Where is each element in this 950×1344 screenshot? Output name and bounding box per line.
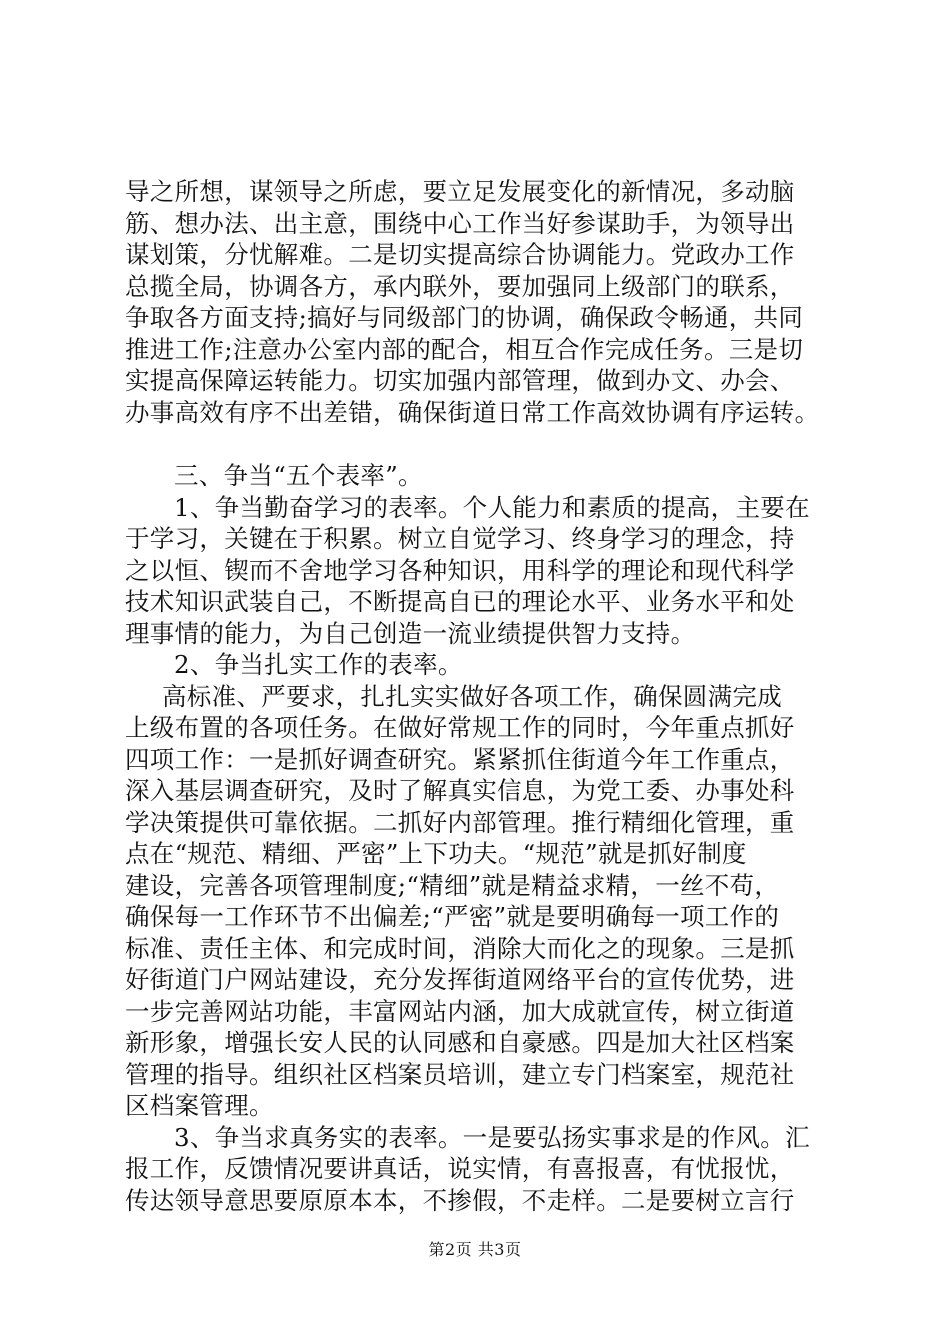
- paragraph-line: 于学习，关键在于积累。树立自觉学习、终身学习的理念，持: [125, 524, 795, 553]
- paragraph-line: 四项工作：一是抓好调查研究。紧紧抓住街道今年工作重点，: [125, 744, 795, 774]
- paragraph-line: 学决策提供可靠依据。二抓好内部管理。推行精细化管理，重: [125, 807, 795, 837]
- paragraph-line: 之以恒、锲而不舍地学习各种知识，用科学的理论和现代科学: [125, 555, 795, 585]
- paragraph-line: 管理的指导。组织社区档案员培训，建立专门档案室，规范社: [125, 1059, 795, 1089]
- paragraph-line: 理事情的能力，为自己创造一流业绩提供智力支持。: [125, 618, 696, 648]
- section-heading: 三、争当“五个表率”。: [174, 461, 423, 490]
- paragraph-line: 一步完善网站功能，丰富网站内涵，加大成就宣传，树立街道: [125, 996, 795, 1026]
- paragraph-line: 推进工作;注意办公室内部的配合，相互合作完成任务。三是切: [125, 334, 804, 364]
- paragraph-line: 3、争当求真务实的表率。一是要弘扬实事求是的作风。汇: [174, 1122, 810, 1152]
- paragraph-line: 建设，完善各项管理制度;“精细”就是精益求精，一丝不苟，: [125, 870, 780, 900]
- item-heading: 2、争当扎实工作的表率。: [174, 650, 463, 679]
- paragraph-line: 点在“规范、精细、严密”上下功夫。“规范”就是抓好制度: [125, 839, 747, 868]
- paragraph-line: 筋、想办法、出主意，围绕中心工作当好参谋助手，为领导出: [125, 208, 795, 238]
- paragraph-line: 实提高保障运转能力。切实加强内部管理，做到办文、办会、: [125, 366, 795, 395]
- paragraph-line: 高标准、严要求，扎扎实实做好各项工作，确保圆满完成: [162, 681, 782, 711]
- document-body: [125, 176, 845, 1216]
- paragraph-line: 确保每一工作环节不出偏差;“严密”就是要明确每一项工作的: [125, 902, 780, 931]
- paragraph-line: 标准、责任主体、和完成时间，消除大而化之的现象。三是抓: [125, 933, 795, 963]
- paragraph-line: 技术知识武装自己，不断提高自已的理论水平、业务水平和处: [125, 587, 795, 616]
- paragraph-line: 传达领导意思要原原本本，不掺假，不走样。二是要树立言行: [125, 1185, 795, 1215]
- paragraph-line: 谋划策，分忧解难。二是切实提高综合协调能力。党政办工作: [125, 240, 795, 269]
- paragraph-line: 好街道门户网站建设，充分发挥街道网络平台的宣传优势，进: [125, 965, 795, 994]
- page-number-footer: 第2页 共3页: [428, 1240, 522, 1259]
- paragraph-line: 总揽全局，协调各方，承内联外，要加强同上级部门的联系，: [125, 271, 795, 301]
- paragraph-line: 上级布置的各项任务。在做好常规工作的同时，今年重点抓好: [125, 713, 795, 742]
- paragraph-line: 导之所想，谋领导之所虑，要立足发展变化的新情况，多动脑: [125, 177, 795, 206]
- paragraph-line: 深入基层调查研究，及时了解真实信息，为党工委、办事处科: [125, 776, 795, 805]
- paragraph-line: 办事高效有序不出差错，确保街道日常工作高效协调有序运转。: [125, 397, 820, 427]
- paragraph-line: 区档案管理。: [125, 1091, 274, 1120]
- paragraph-line: 1、争当勤奋学习的表率。个人能力和素质的提高，主要在: [174, 492, 810, 522]
- paragraph-line: 报工作，反馈情况要讲真话，说实情，有喜报喜，有忧报忧，: [125, 1154, 795, 1183]
- paragraph-line: 新形象，增强长安人民的认同感和自豪感。四是加大社区档案: [125, 1028, 795, 1057]
- paragraph-line: 争取各方面支持;搞好与同级部门的协调，确保政令畅通，共同: [125, 303, 804, 332]
- paragraph-spacer: [125, 428, 845, 460]
